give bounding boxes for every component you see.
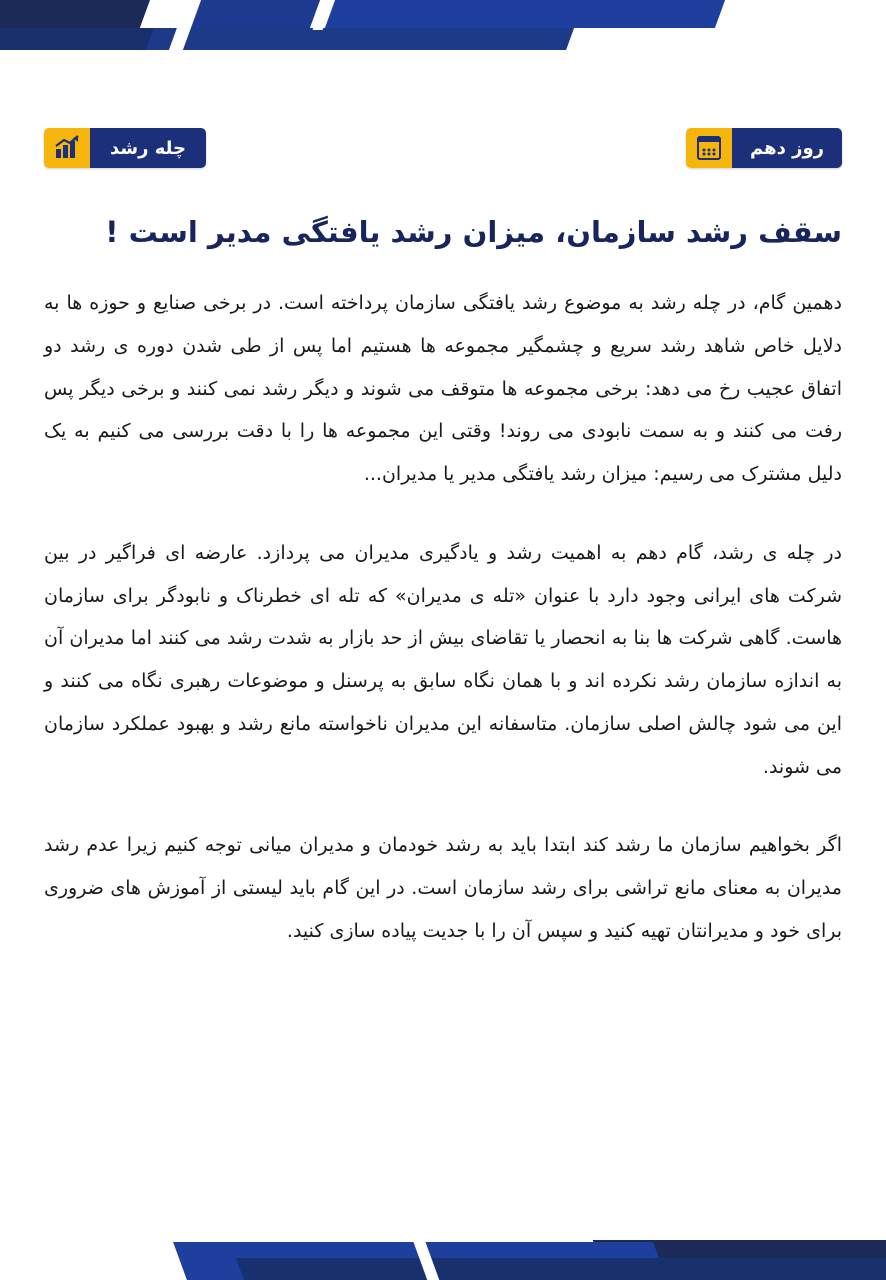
paragraph: در چله ی رشد، گام دهم به اهمیت رشد و یادگیری مدیران می پردازد. عارضه ای فراگیر در بین شرکت های ایرانی وجود دارد با عنوان «تله ی مدیران» که تله ای خطرناک و نابودگر برای سازمان هاست. گاهی شرکت ها بنا به انحصار یا تقاضای بیش از حد بازار به شدت رشد می کنند اما مدیران آن به اندازه سازمان رشد نکرده اند و با همان نگاه سابق به پرسنل و موضوعات رهبری نگاه می کنند و این می شود چالش اصلی سازمان. متاسفانه این مدیران ناخواسته مانع رشد و بهبود عملکرد سازمان می شوند. [44,541,842,778]
top-decorative-banner [0,0,886,78]
banner-shape-blue-1 [190,0,320,28]
brand-badge [44,128,206,168]
growth-chart-icon [44,128,90,168]
brand-badge-label: چله رشد [90,128,206,168]
banner-shape-navy-strip-2 [146,28,574,50]
article-body [44,282,842,953]
paragraph: دهمین گام، در چله رشد به موضوع رشد یافتگی سازمان پرداخته است. در برخی صنایع و حوزه ها به دلایل خاص شاهد رشد سریع و چشمگیر مجموعه ها هستیم اما پس از طی شدن دوره ی رشد دو اتفاق عجیب رخ می دهد: برخی مجموعه ها متوقف می شوند و دیگر رشد نمی کنند و برخی دیگر پس رفت می کنند و به سمت نابودی می روند! وقتی این مجموعه ها را با دقت بررسی می کنیم به یک دلیل مشترک می رسیم: میزان رشد یافتگی مدیر یا مدیران... [44,292,842,485]
paragraph: اگر بخواهیم سازمان ما رشد کند ابتدا باید به رشد خودمان و مدیران میانی توجه کنیم زیرا عدم رشد مدیران به معنای مانع تراشی برای رشد سازمان است. در این گام باید لیستی از آموزش های ضروری برای خود و مدیرانتان تهیه کنید و سپس آن را با جدیت پیاده سازی کنید. [44,834,842,942]
banner-shape-blue-2 [325,0,725,28]
bottom-decorative-banner [0,1218,886,1280]
page-title: سقف رشد سازمان، میزان رشد یافتگی مدیر است ! [105,215,842,250]
day-badge-label: روز دهم [732,128,842,168]
calendar-icon [686,128,732,168]
banner-shape-bottom-navy-1 [236,1258,886,1280]
day-badge [686,128,842,168]
badges-row [0,124,886,172]
